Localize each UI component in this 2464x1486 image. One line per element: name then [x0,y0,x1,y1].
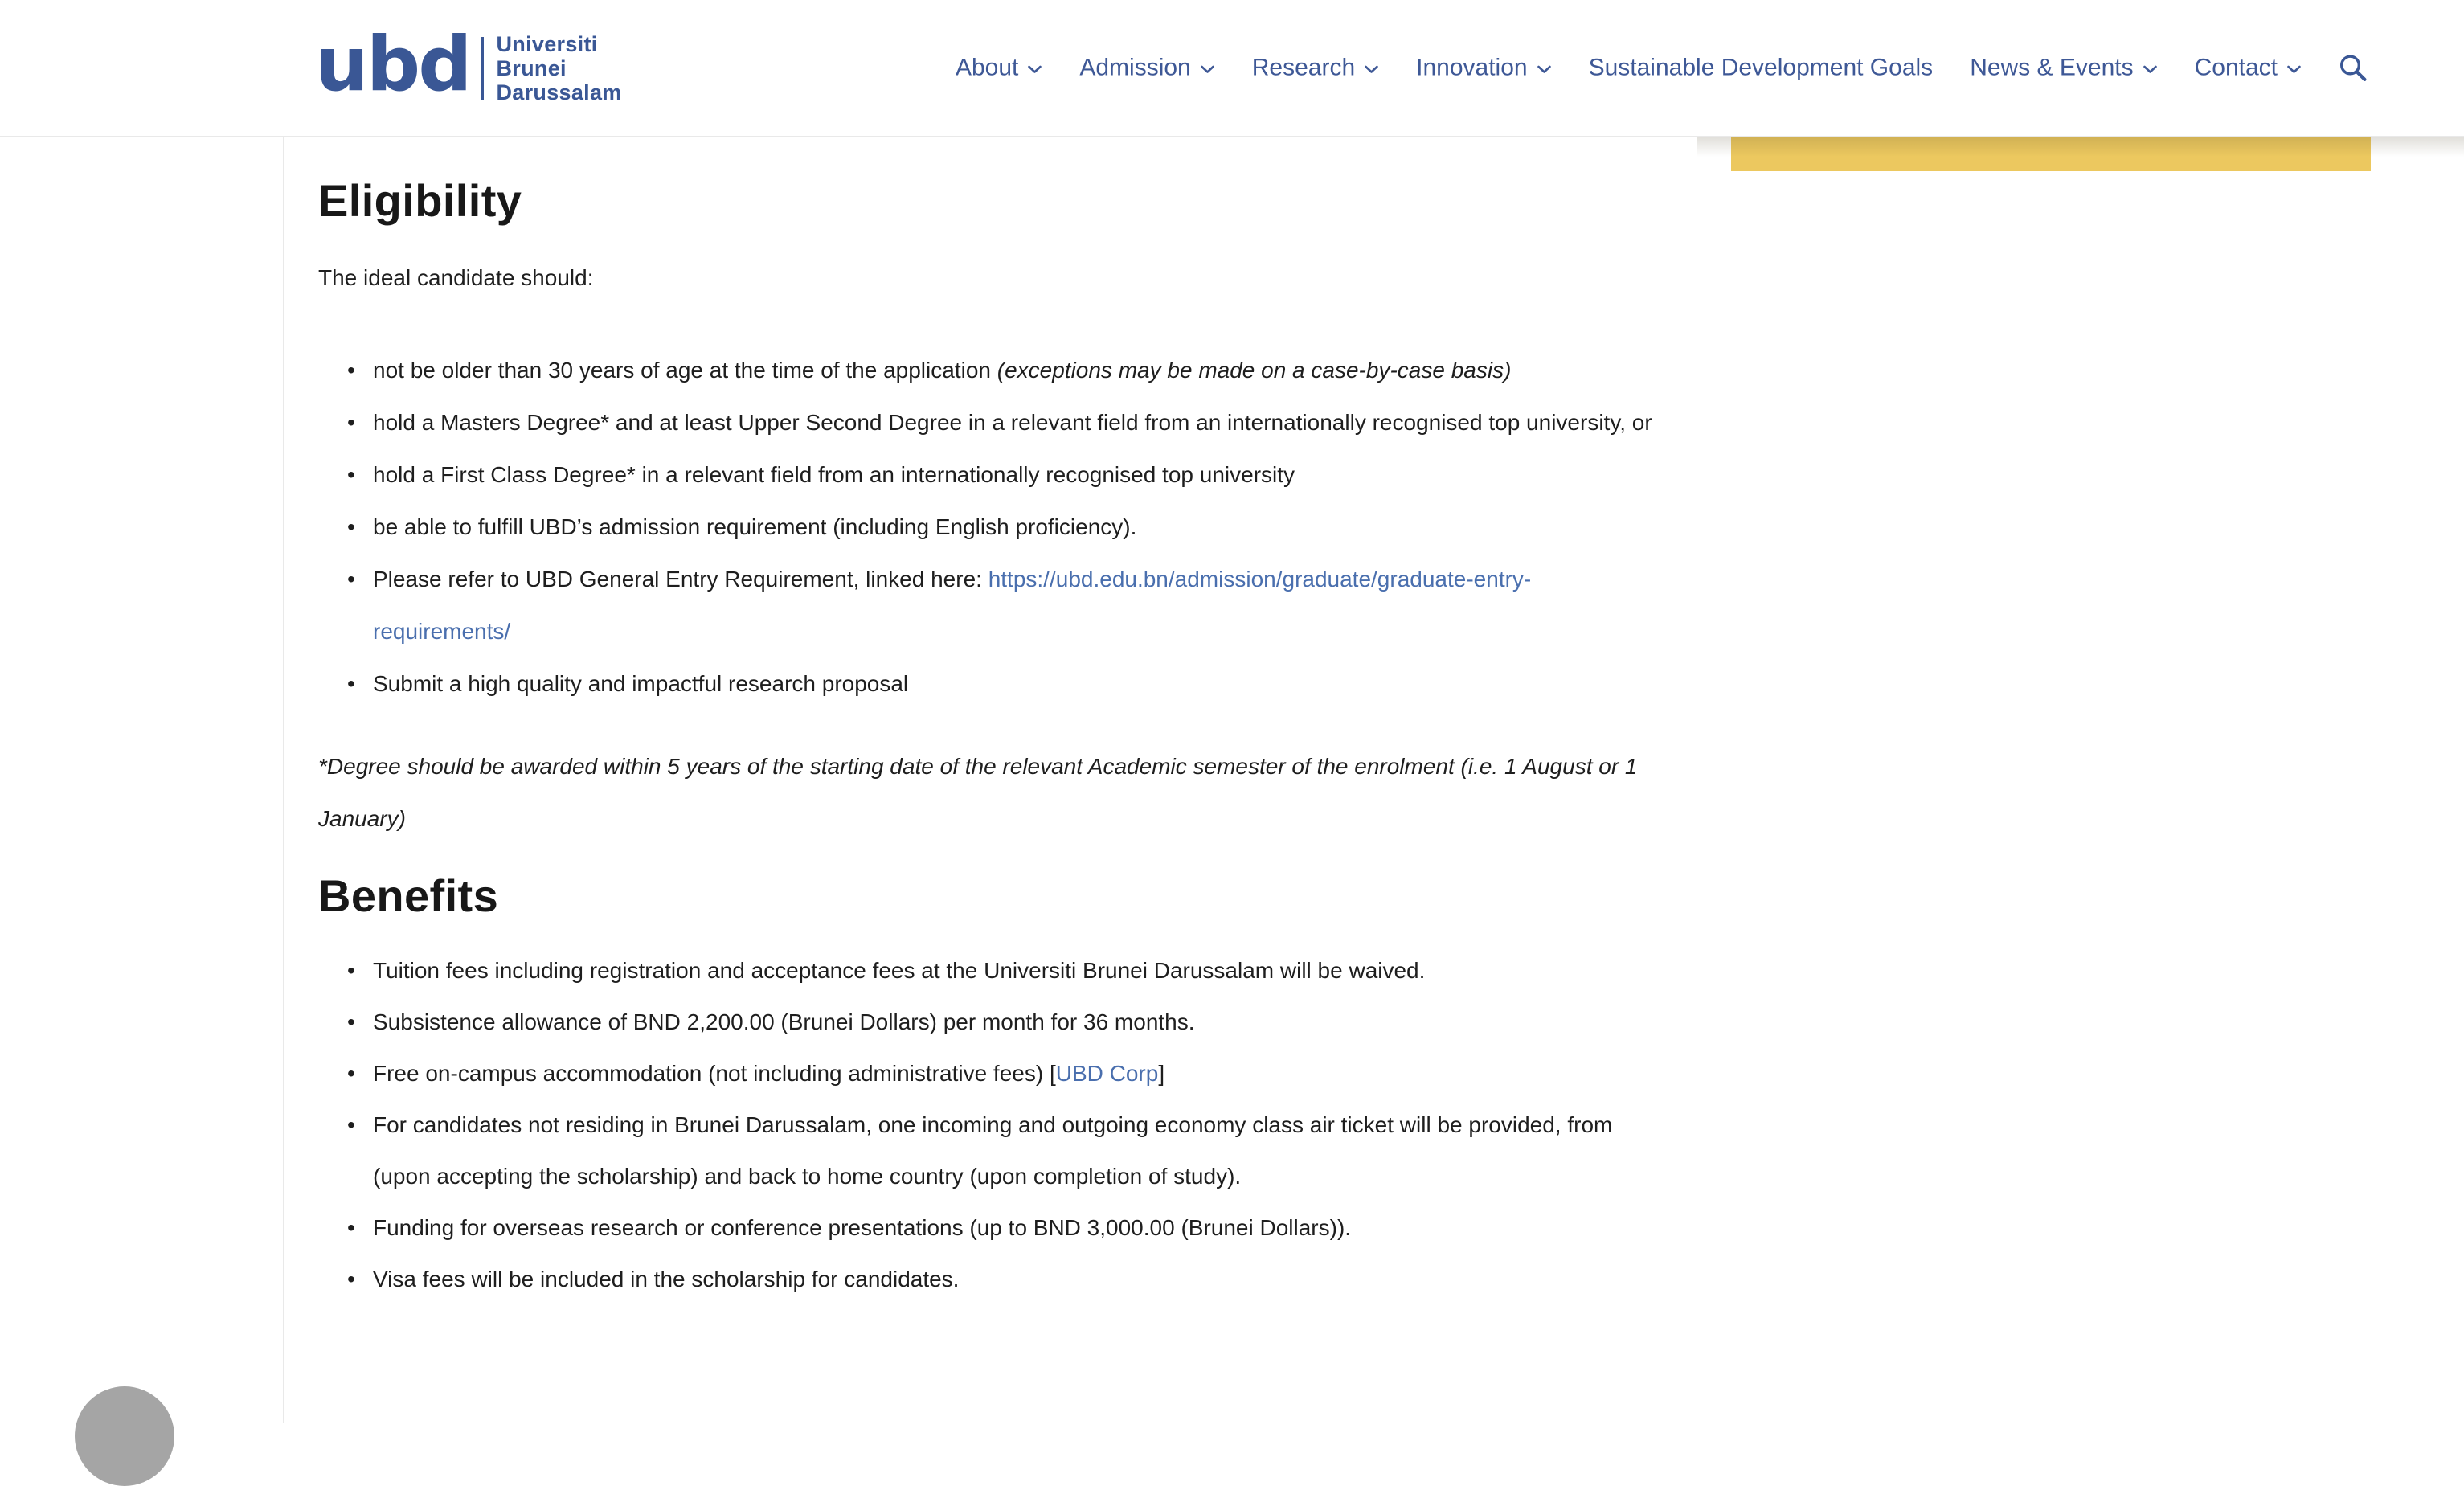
logo-divider [481,37,484,100]
list-item [373,657,1661,710]
list-item [373,1048,1661,1099]
logo-line-2: Brunei [496,55,567,80]
chevron-down-icon [1364,65,1379,75]
nav-item-about[interactable] [956,55,1042,82]
logo-wordmark [497,32,622,104]
list-item [373,1099,1661,1202]
list-item [373,1254,1661,1305]
list-item [373,1202,1661,1254]
text: Tuition fees including registration and acceptance fees at the Universiti Brunei Darussalam will be waived. [373,958,1426,984]
main-nav [956,53,2368,83]
ubd-corp-link[interactable]: UBD Corp [1055,1061,1159,1087]
nav-item-sustainable-development-goals[interactable] [1589,55,1934,82]
list-item [373,448,1661,501]
nav-item-contact[interactable] [2195,55,2302,82]
logo-line-3: Darussalam [496,80,622,104]
nav-item-admission[interactable] [1079,55,1214,82]
text: hold a First Class Degree* in a relevant field from an internationally recognised top university [373,462,1295,488]
text: hold a Masters Degree* and at least Upper Second Degree in a relevant field from an internationally recognised top university, or [373,410,1652,436]
chevron-down-icon [1027,65,1042,75]
list-item [373,396,1661,448]
nav-item-label: Sustainable Development Goals [1588,54,1934,81]
site-header [0,0,2464,137]
nav-item-label: Research [1251,54,1356,81]
list-item [373,997,1661,1048]
text: For candidates not residing in Brunei Darussalam, one incoming and outgoing economy class air ticket will be provided, from (upon accepting the scholarship) and back to home country (upon completion of study). [373,1112,1613,1189]
text: Subsistence allowance of BND 2,200.00 (Brunei Dollars) per month for 36 months. [373,1009,1195,1035]
content-card [283,137,1697,1423]
eligibility-list [318,344,1661,710]
nav-item-label: Contact [2194,54,2278,81]
text: Free on-campus accommodation (not including administrative fees) [ [373,1061,1056,1087]
text: Submit a high quality and impactful research proposal [373,671,909,697]
text: ] [1158,1061,1165,1087]
floating-widget-button[interactable] [75,1386,174,1486]
eligibility-heading: Eligibility [318,175,522,226]
text: be able to fulfill UBD’s admission requirement (including English proficiency). [373,514,1137,540]
nav-item-label: About [955,54,1019,81]
list-item [373,945,1661,997]
logo-line-1: Universiti [496,31,598,56]
benefits-heading: Benefits [318,870,499,922]
text: Funding for overseas research or conference presentations (up to BND 3,000.00 (Brunei Dollars)). [373,1215,1352,1241]
search-icon[interactable] [2339,53,2368,83]
sidebar-yellow-banner [1731,137,2371,171]
ubd-logo[interactable] [315,20,622,108]
chevron-down-icon [2143,65,2158,75]
nav-item-innovation[interactable] [1416,55,1551,82]
nav-item-label: Innovation [1416,54,1528,81]
nav-item-label: Admission [1079,54,1191,81]
nav-item-label: News & Events [1970,54,2134,81]
chevron-down-icon [1537,65,1552,75]
chevron-down-icon [2286,65,2302,75]
ubd-logo-mark: ubd [315,20,470,108]
nav-item-news-events[interactable] [1970,55,2157,82]
italic-text: (exceptions may be made on a case-by-case basis) [997,358,1512,383]
nav-item-research[interactable] [1252,55,1379,82]
list-item [373,344,1661,396]
eligibility-intro: The ideal candidate should: [318,265,594,291]
list-item [373,553,1661,657]
text: Visa fees will be included in the scholarship for candidates. [373,1267,960,1292]
list-item [373,501,1661,553]
chevron-down-icon [1200,65,1215,75]
text: Please refer to UBD General Entry Requirement, linked here: [373,567,988,592]
entry-requirements-link[interactable]: https://ubd.edu.bn/admission/graduate/graduate-entry-requirements/ [373,567,1532,645]
benefits-list [318,945,1661,1305]
degree-footnote: *Degree should be awarded within 5 years of the starting date of the relevant Academic semester of the enrolment (i.e. 1 August or 1 January) [318,754,1638,832]
text: not be older than 30 years of age at the time of the application [373,358,997,383]
